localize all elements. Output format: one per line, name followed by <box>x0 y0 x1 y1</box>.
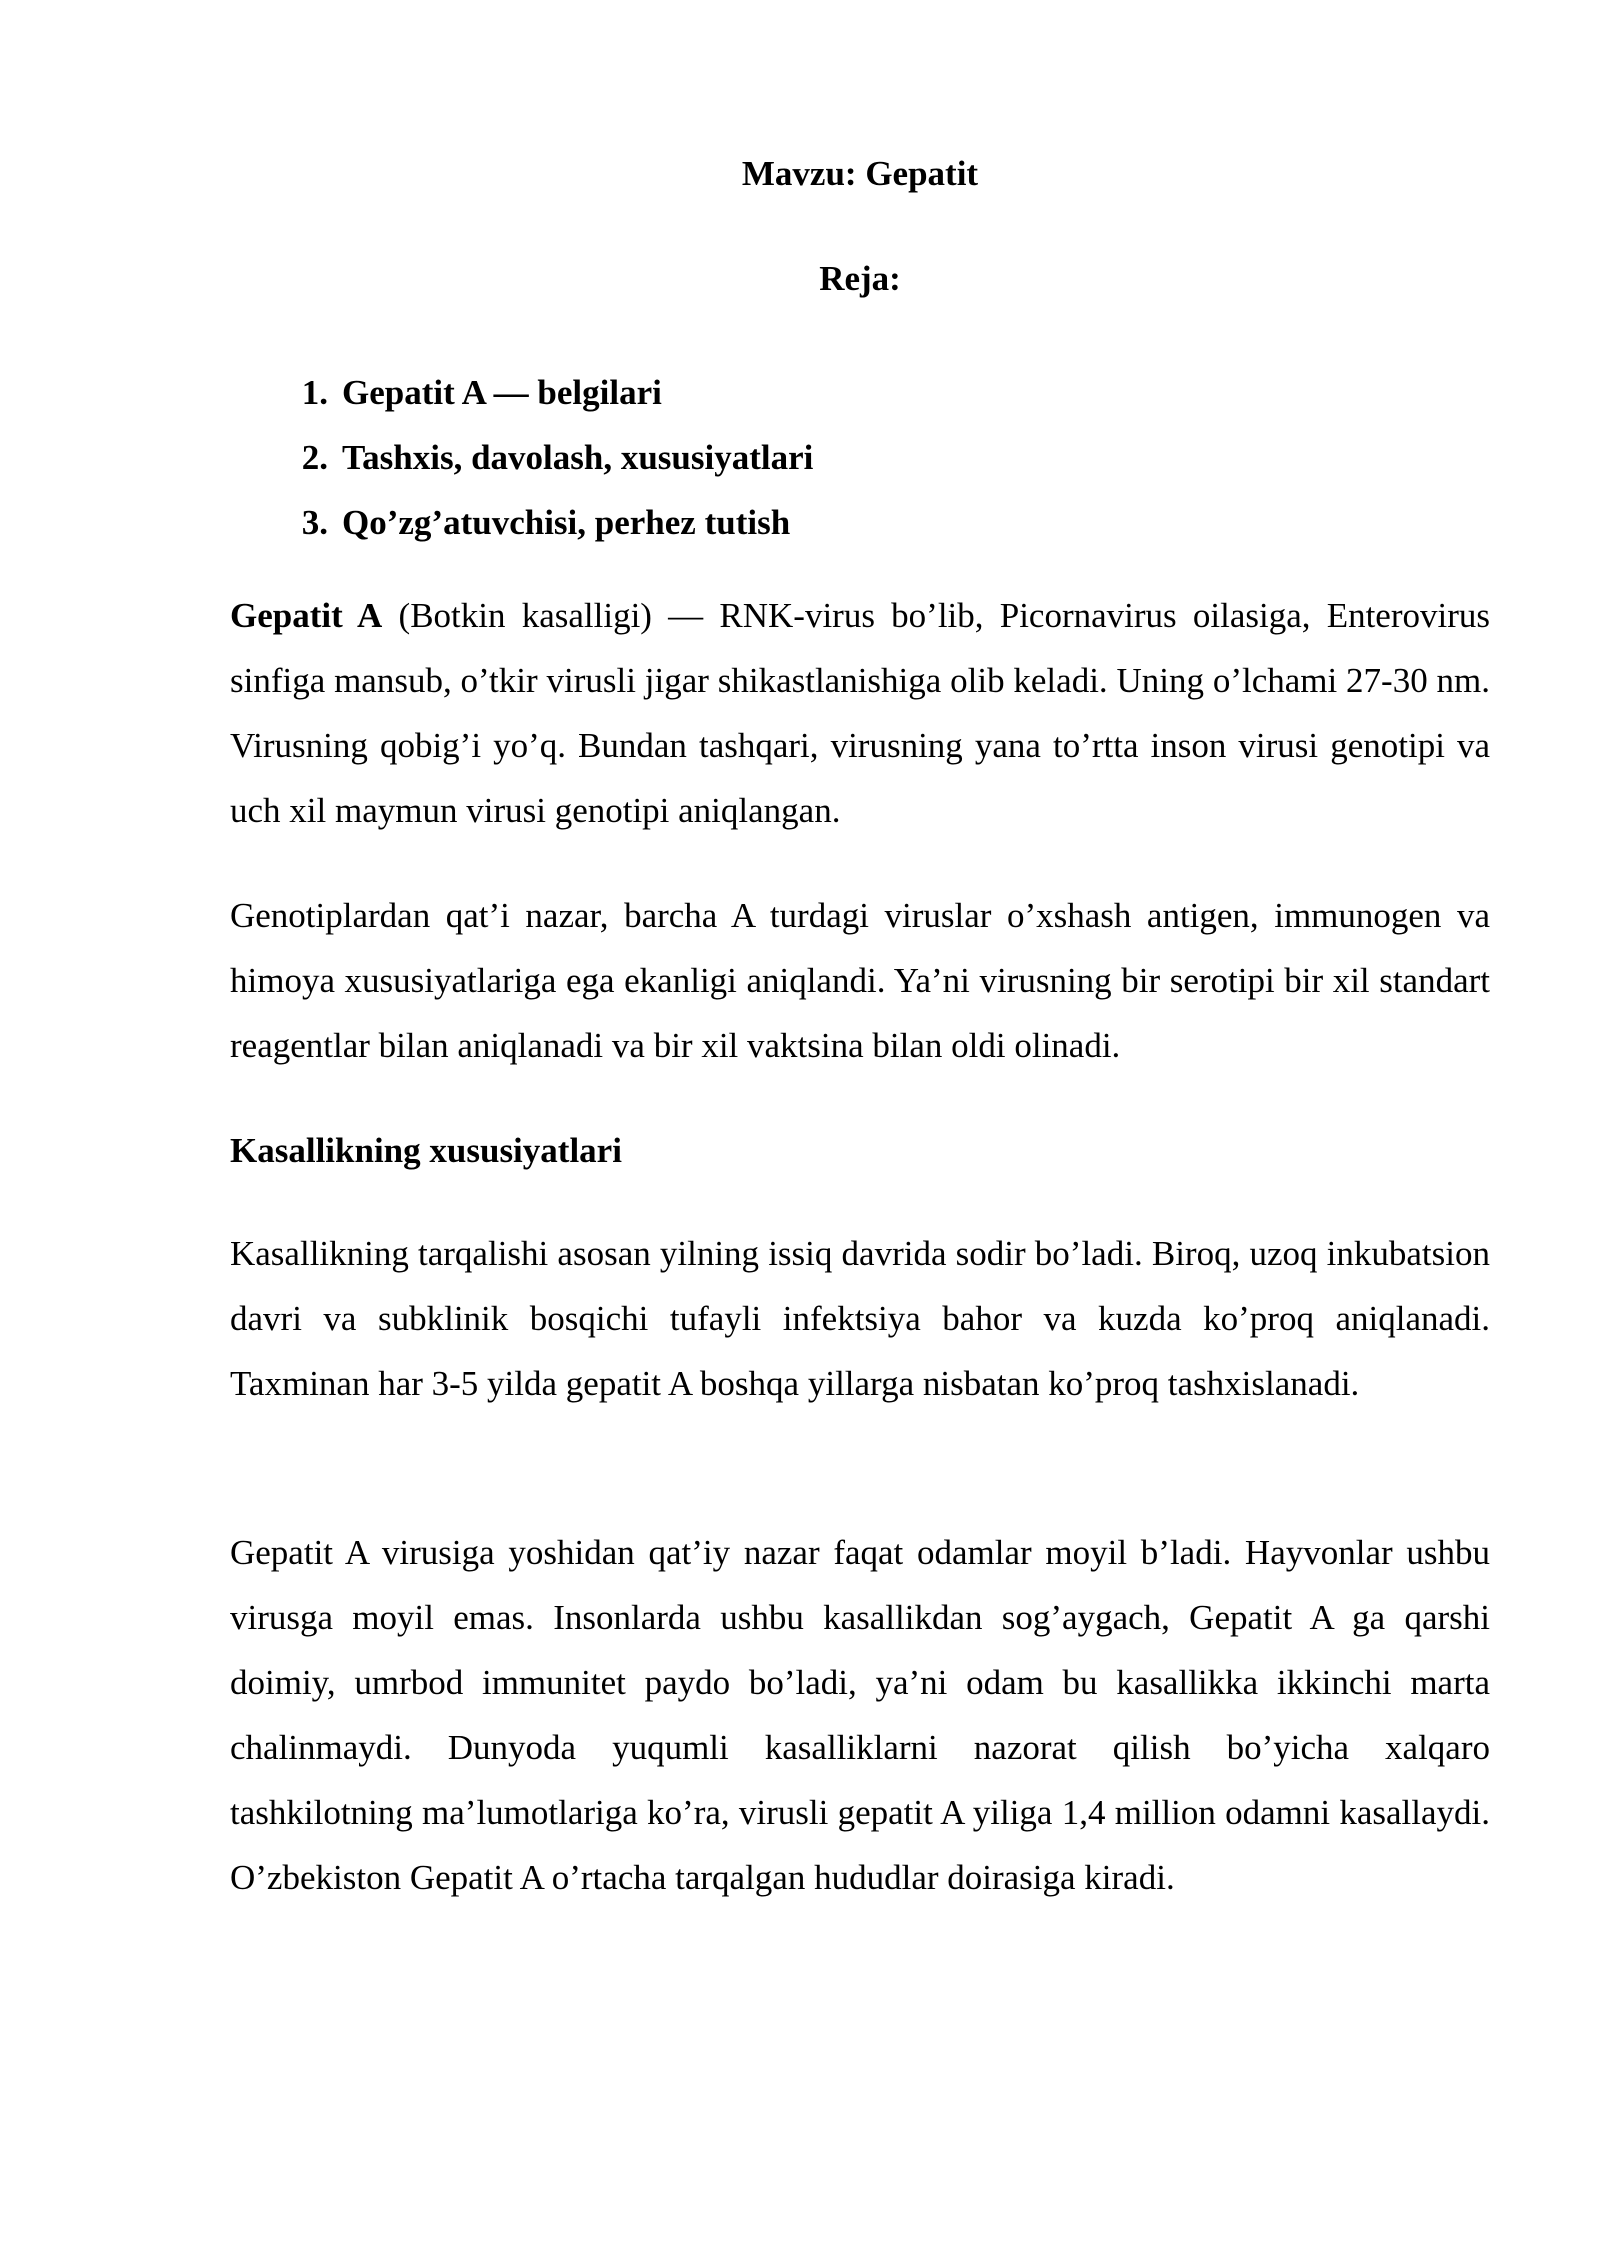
paragraph-text: (Botkin kasalligi) — RNK-virus bo’lib, Picornavirus oilasiga, Enterovirus sinfiga mansub, o’tkir virusli jigar shikastlanishiga olib keladi. Uning o’lchami 27-30 nm. Virusning qobig’i yo’q. Bundan tashqari, virusning yana to’rtta inson virusi genotipi va uch xil maymun virusi genotipi aniqlangan. <box>230 596 1490 830</box>
paragraph-intro <box>230 583 1490 843</box>
page-title: Mavzu: Gepatit <box>741 154 979 193</box>
plan-item-number: 1. <box>301 373 328 412</box>
plan-item-text: Qo’zg’atuvchisi, perhez tutish <box>342 503 791 542</box>
plan-item-text: Gepatit A — belgilari <box>342 373 662 412</box>
plan-item-number: 2. <box>301 438 328 477</box>
paragraph-genotypes: Genotiplardan qat’i nazar, barcha A turdagi viruslar o’xshash antigen, immunogen va himoya xususiyatlariga ega ekanligi aniqlandi. Ya’ni virusning bir serotipi bir xil standart reagentlar bilan aniqlanadi va bir xil vaktsina bilan oldi olinadi. <box>230 896 1490 1065</box>
paragraph-susceptibility: Gepatit A virusiga yoshidan qat’iy nazar faqat odamlar moyil b’ladi. Hayvonlar ushbu virusga moyil emas. Insonlarda ushbu kasallikdan sog’aygach, Gepatit A ga qarshi doimiy, umrbod immunitet paydo bo’ladi, ya’ni odam bu kasallikka ikkinchi marta chalinmaydi. Dunyoda yuqumli kasalliklarni nazorat qilish bo’yicha xalqaro tashkilotning ma’lumotlariga ko’ra, virusli gepatit A yiliga 1,4 million odamni kasallaydi. O’zbekiston Gepatit A o’rtacha tarqalgan hududlar doirasiga kiradi. <box>230 1533 1490 1897</box>
plan-list <box>230 360 1490 555</box>
plan-item-text: Tashxis, davolash, xususiyatlari <box>342 438 814 477</box>
paragraph-lead: Gepatit A <box>230 596 383 635</box>
section-heading: Kasallikning xususiyatlari <box>230 1131 622 1170</box>
plan-item-number: 3. <box>301 503 328 542</box>
plan-item <box>230 490 1490 555</box>
plan-item <box>230 425 1490 490</box>
paragraph-features: Kasallikning tarqalishi asosan yilning issiq davrida sodir bo’ladi. Biroq, uzoq inkubatsion davri va subklinik bosqichi tufayli infektsiya bahor va kuzda ko’proq aniqlanadi. Taxminan har 3-5 yilda gepatit A boshqa yillarga nisbatan ko’proq tashxislanadi. <box>230 1234 1490 1403</box>
plan-title: Reja: <box>819 259 901 298</box>
plan-item <box>230 360 1490 425</box>
